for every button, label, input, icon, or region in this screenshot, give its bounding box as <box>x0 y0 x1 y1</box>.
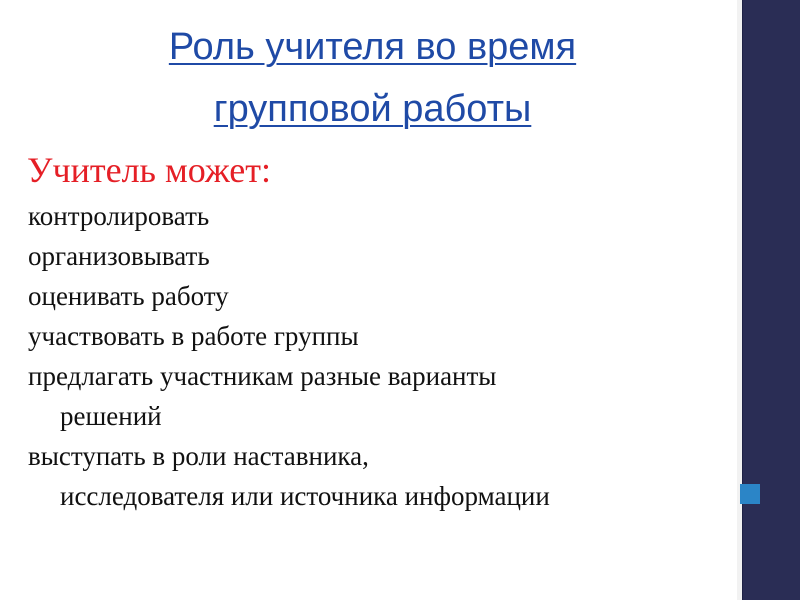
list-item-text <box>28 356 496 436</box>
list-item-line-2: решений <box>60 401 162 431</box>
list-item-text <box>28 436 550 516</box>
list-item-text: контролировать <box>28 201 210 231</box>
list-item <box>7 316 727 356</box>
accent-square <box>740 484 760 504</box>
list-item-line-2: исследователя или источника информации <box>60 481 550 511</box>
title-line-1: Роль учителя во время <box>168 26 577 68</box>
side-rail <box>743 0 800 600</box>
list-item <box>7 436 727 516</box>
list-item <box>7 356 727 436</box>
list-item <box>7 276 727 316</box>
list-item-text: оценивать работу <box>28 281 229 311</box>
list-item-text: участвовать в работе группы <box>28 321 359 351</box>
list-item-line-1: предлагать участникам разные варианты <box>28 361 497 391</box>
list-item-text: организовывать <box>28 241 210 271</box>
title-line-2: групповой работы <box>213 88 532 130</box>
slide-subtitle: Учитель может: <box>27 150 271 190</box>
list-item <box>7 236 727 276</box>
list-item <box>7 196 727 236</box>
teacher-roles-list <box>7 196 727 516</box>
slide-title <box>0 16 745 140</box>
list-item-line-1: выступать в роли наставника, <box>28 441 369 471</box>
